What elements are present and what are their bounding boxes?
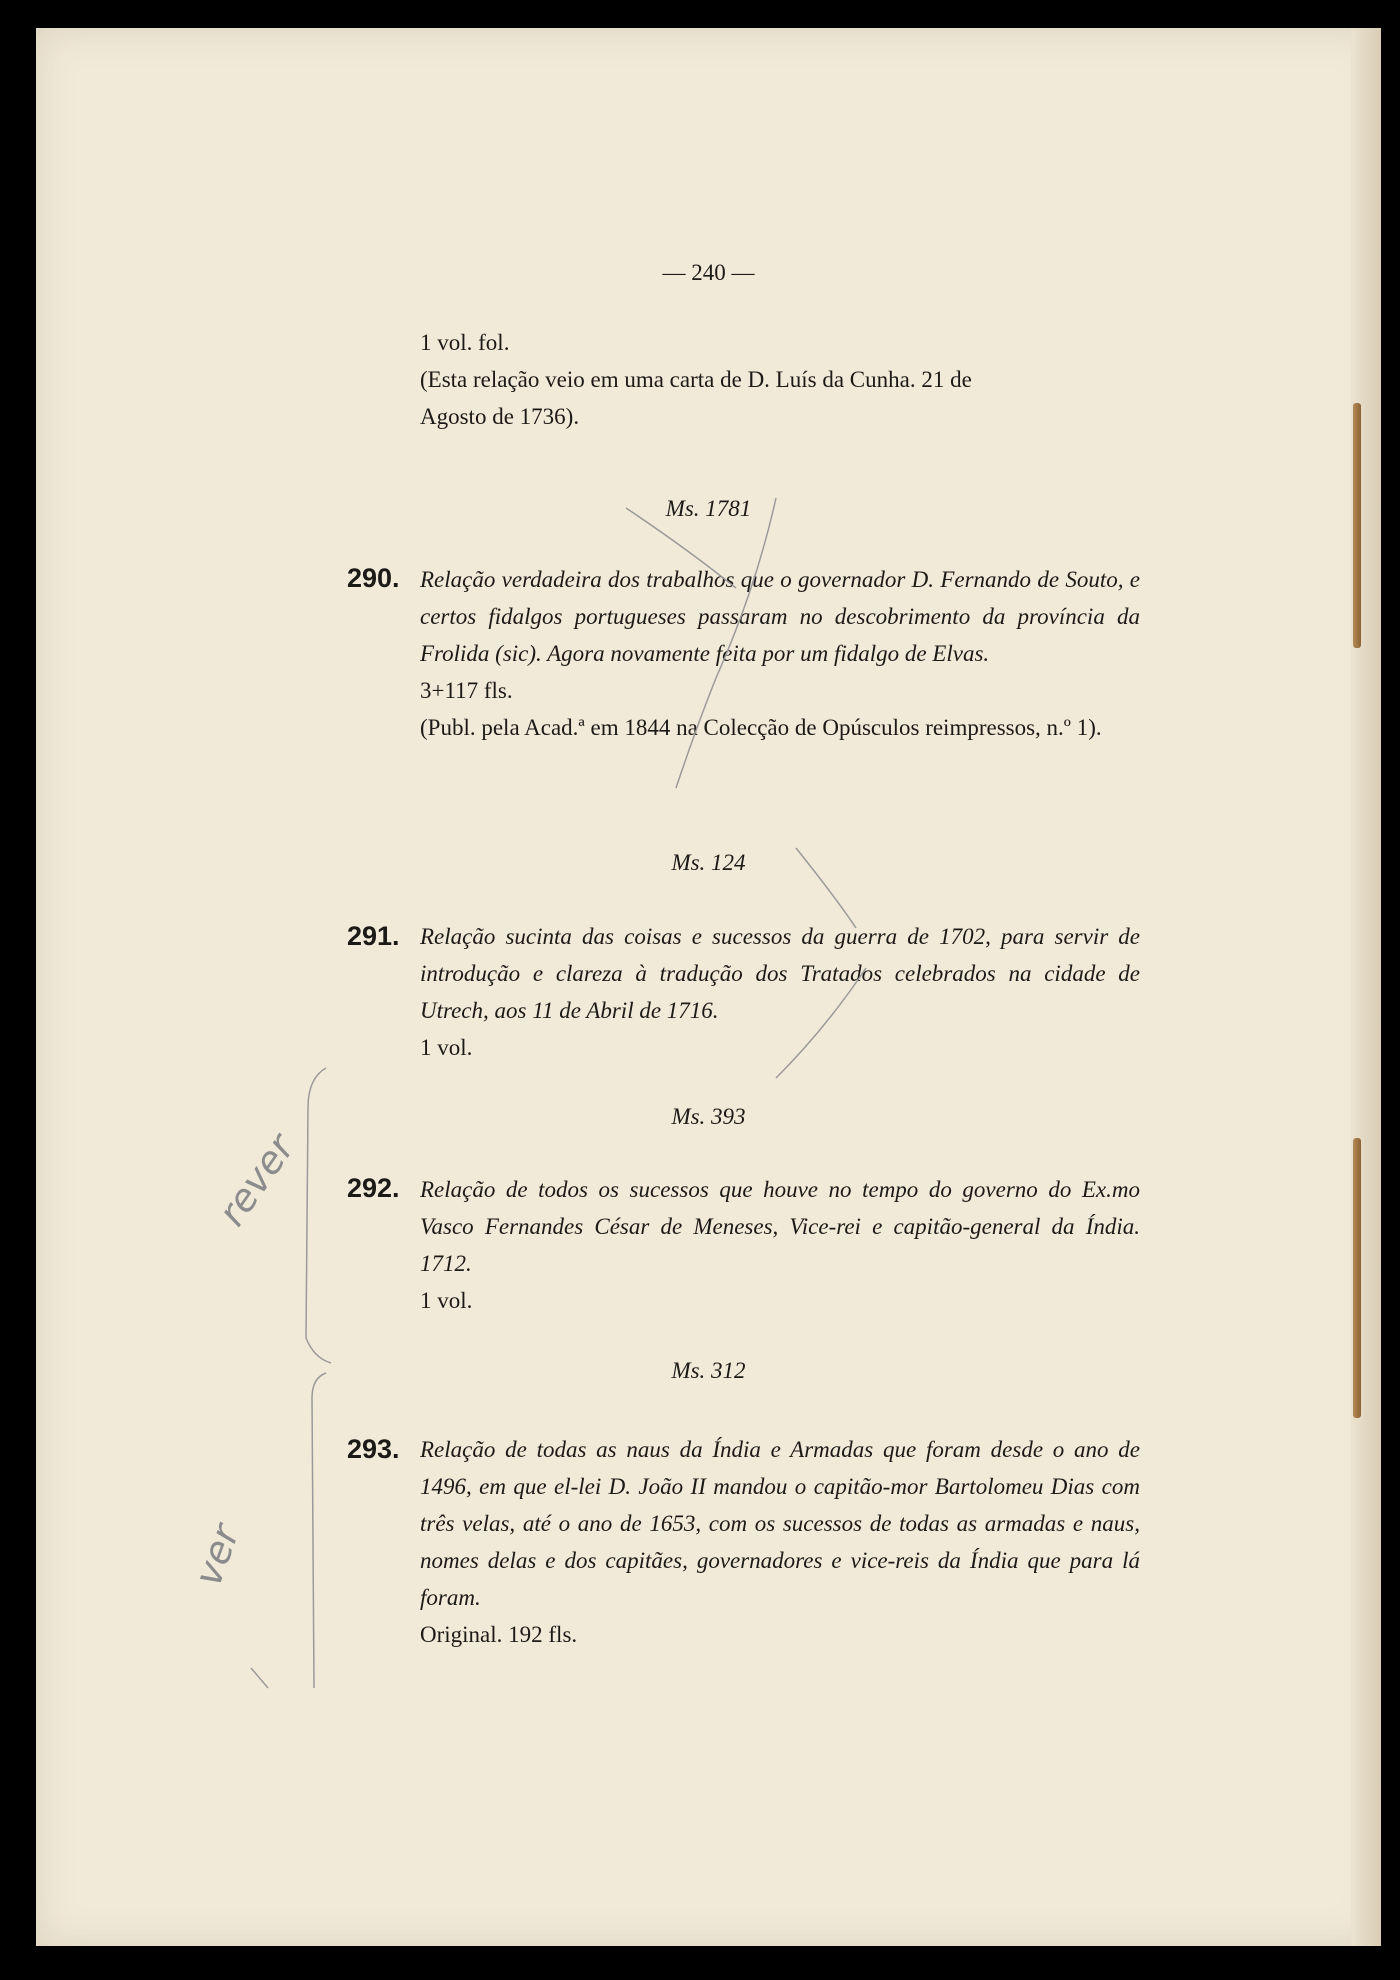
intro-line: 1 vol. fol.: [420, 330, 510, 355]
entry-number: 291.: [347, 921, 400, 951]
entry-title: Relação de todas as naus da Índia e Armadas que foram desde o ano de 1496, em que el-lei D. João II mandou o capitão-mor Bartolomeu Dias com três velas, até o ano de 1653, com os sucessos de todas as armadas e naus, nomes delas e dos capitães, governadores e vice-reis da Índia que para lá foram.: [420, 1437, 1140, 1610]
pencil-stroke: [796, 848, 856, 928]
manuscript-ref: Ms. 393: [671, 1104, 746, 1129]
pencil-stroke: [676, 498, 776, 788]
page-number: — 240 —: [662, 260, 755, 285]
pencil-stroke: [626, 508, 736, 588]
manuscript-ref: Ms. 124: [671, 850, 746, 875]
pencil-note: rever: [209, 1126, 304, 1234]
document-page: [36, 28, 1381, 1946]
manuscript-ref: Ms. 312: [671, 1358, 746, 1383]
pencil-bracket: [306, 1068, 331, 1363]
entry-number: 292.: [347, 1173, 400, 1203]
manuscript-ref: Ms. 1781: [665, 496, 752, 521]
pencil-stroke: [251, 1668, 268, 1688]
entry-detail: 3+117 fls.: [420, 678, 513, 703]
entry-title: Relação verdadeira dos trabalhos que o governador D. Fernando de Souto, e certos fidalgos portugueses passaram no descobrimento da província da Frolida (sic). Agora novamente feita por um fidalgo de Elvas.: [420, 567, 1140, 666]
entry-detail: 1 vol.: [420, 1035, 473, 1060]
entry-detail: 1 vol.: [420, 1288, 473, 1313]
pencil-stroke: [776, 968, 866, 1078]
entry-number: 290.: [347, 563, 400, 593]
entry-number: 293.: [347, 1434, 400, 1464]
pencil-note: ver: [185, 1518, 248, 1592]
entry-detail: (Publ. pela Acad.ª em 1844 na Colecção de Opúsculos reimpressos, n.º 1).: [420, 715, 1102, 740]
pencil-bracket: [312, 1373, 326, 1688]
entry-title: Relação sucinta das coisas e sucessos da guerra de 1702, para servir de introdução e clareza à tradução dos Tratados celebrados na cidade de Utrech, aos 11 de Abril de 1716.: [420, 924, 1140, 1023]
page-content: [36, 28, 1381, 1946]
entry-title: Relação de todos os sucessos que houve no tempo do governo do Ex.mo Vasco Fernandes César de Meneses, Vice-rei e capitão-general da Índia. 1712.: [420, 1177, 1140, 1276]
intro-line: Agosto de 1736).: [420, 404, 580, 429]
intro-line: (Esta relação veio em uma carta de D. Luís da Cunha. 21 de: [420, 367, 972, 392]
pencil-marks: [36, 28, 1381, 1946]
entry-detail: Original. 192 fls.: [420, 1622, 578, 1647]
